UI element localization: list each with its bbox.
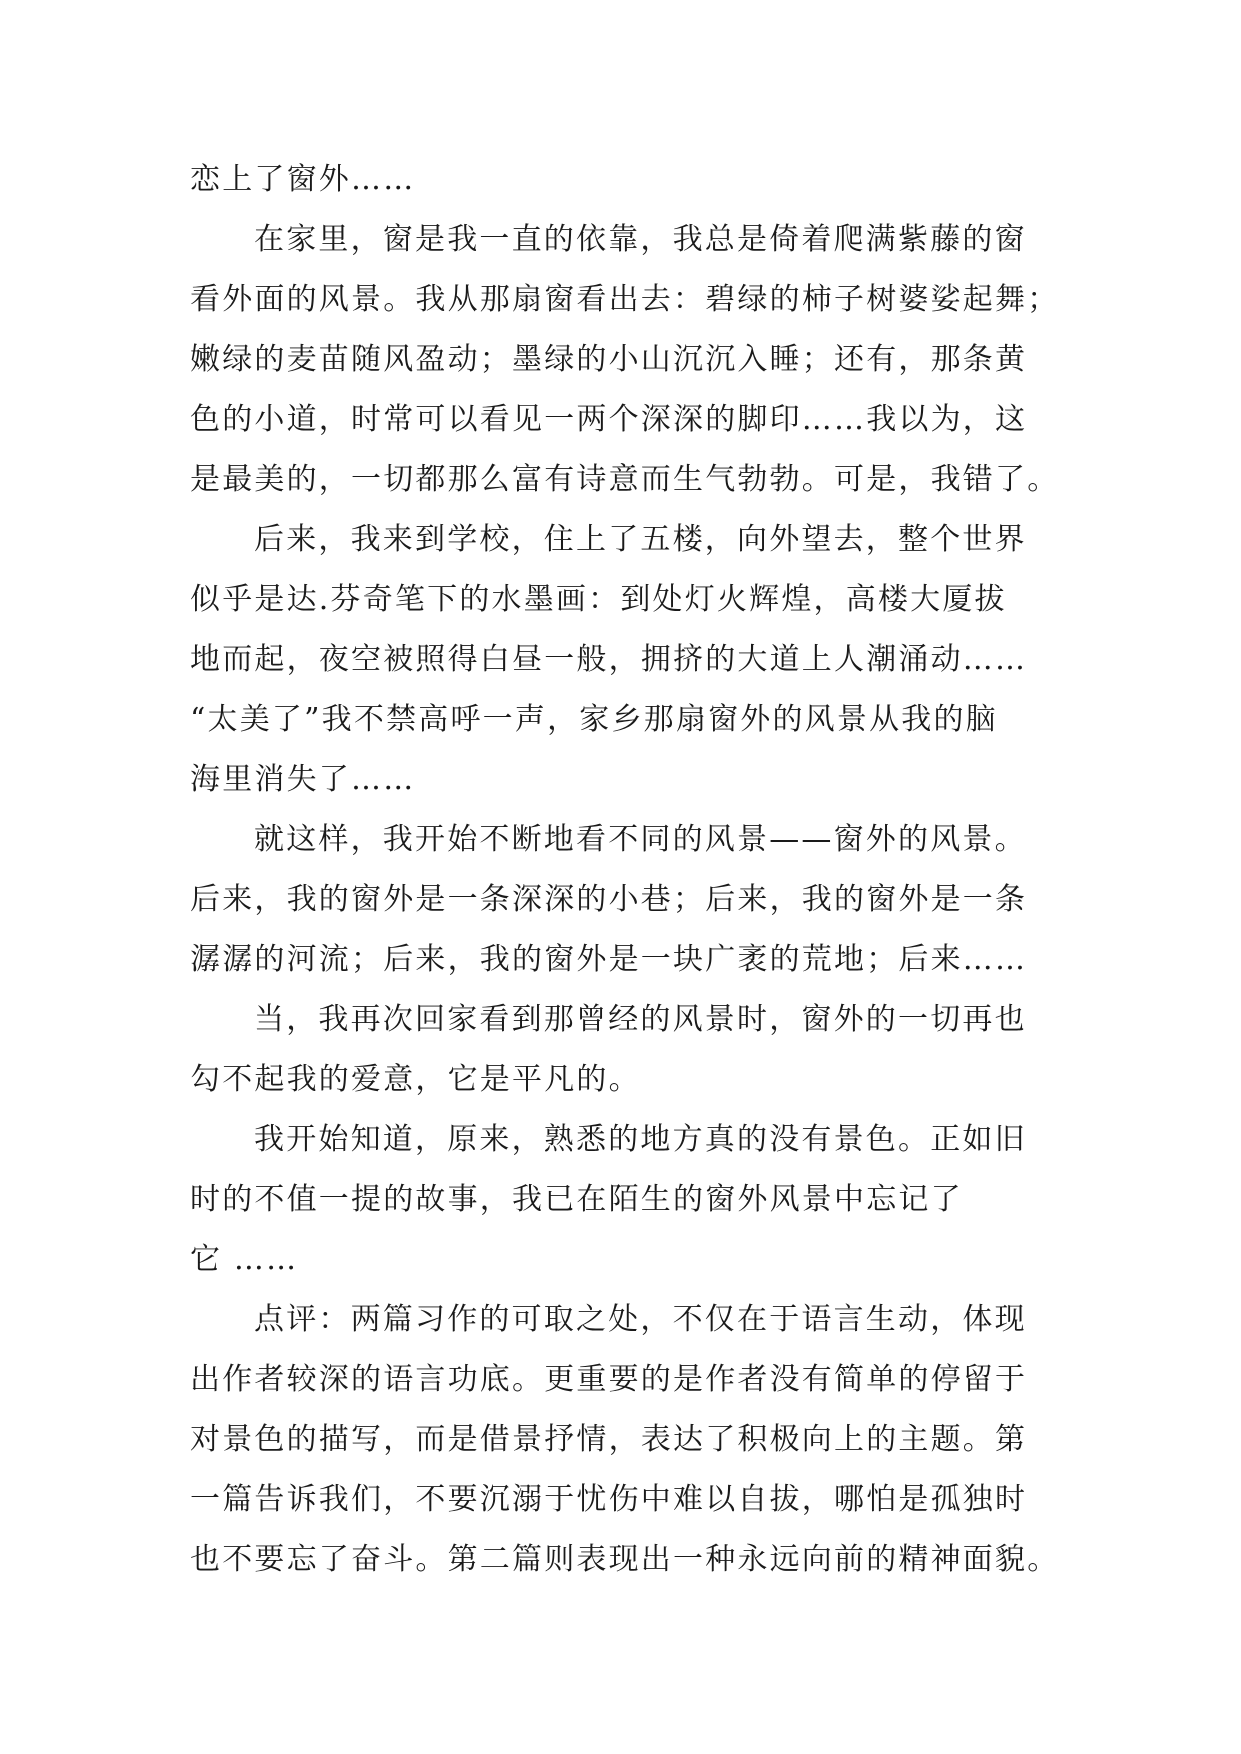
text-line: 就这样，我开始不断地看不同的风景——窗外的风景。 [254, 822, 1027, 857]
text-line: 一篇告诉我们，不要沉溺于忧伤中难以自拔，哪怕是孤独时 [190, 1482, 1028, 1517]
text-line: 点评：两篇习作的可取之处，不仅在于语言生动，体现 [254, 1302, 1027, 1337]
text-line: 勾不起我的爱意，它是平凡的。 [190, 1062, 641, 1097]
text-line: 是最美的，一切都那么富有诗意而生气勃勃。可是，我错了。 [190, 462, 1060, 497]
text-line: “太美了”我不禁高呼一声，家乡那扇窗外的风景从我的脑 [190, 702, 998, 737]
text-line: 当，我再次回家看到那曾经的风景时，窗外的一切再也 [254, 1002, 1027, 1037]
article-body [190, 150, 1070, 1590]
text-line: 潺潺的河流；后来，我的窗外是一块广袤的荒地；后来…… [190, 942, 1028, 977]
text-line: 后来，我来到学校，住上了五楼，向外望去，整个世界 [254, 522, 1027, 557]
text-line: 对景色的描写，而是借景抒情，表达了积极向上的主题。第 [190, 1422, 1028, 1457]
text-line: 看外面的风景。我从那扇窗看出去：碧绿的柿子树婆娑起舞； [190, 282, 1060, 317]
text-line: 也不要忘了奋斗。第二篇则表现出一种永远向前的精神面貌。 [190, 1542, 1060, 1577]
text-line: 色的小道，时常可以看见一两个深深的脚印……我以为，这 [190, 402, 1028, 437]
text-line: 海里消失了…… [190, 762, 416, 797]
text-line: 地而起，夜空被照得白昼一般，拥挤的大道上人潮涌动…… [190, 642, 1028, 677]
text-line: 嫩绿的麦苗随风盈动；墨绿的小山沉沉入睡；还有，那条黄 [190, 342, 1028, 377]
text-line: 出作者较深的语言功底。更重要的是作者没有简单的停留于 [190, 1362, 1028, 1397]
text-line: 似乎是达.芬奇笔下的水墨画：到处灯火辉煌，高楼大厦拔 [190, 582, 1007, 617]
text-line: 我开始知道，原来，熟悉的地方真的没有景色。正如旧 [254, 1122, 1027, 1157]
text-line: 在家里，窗是我一直的依靠，我总是倚着爬满紫藤的窗 [254, 222, 1027, 257]
text-line: 时的不值一提的故事，我已在陌生的窗外风景中忘记了 [190, 1182, 963, 1217]
text-line: 后来，我的窗外是一条深深的小巷；后来，我的窗外是一条 [190, 882, 1028, 917]
text-line: 它 …… [190, 1242, 299, 1277]
text-line: 恋上了窗外…… [190, 162, 416, 197]
